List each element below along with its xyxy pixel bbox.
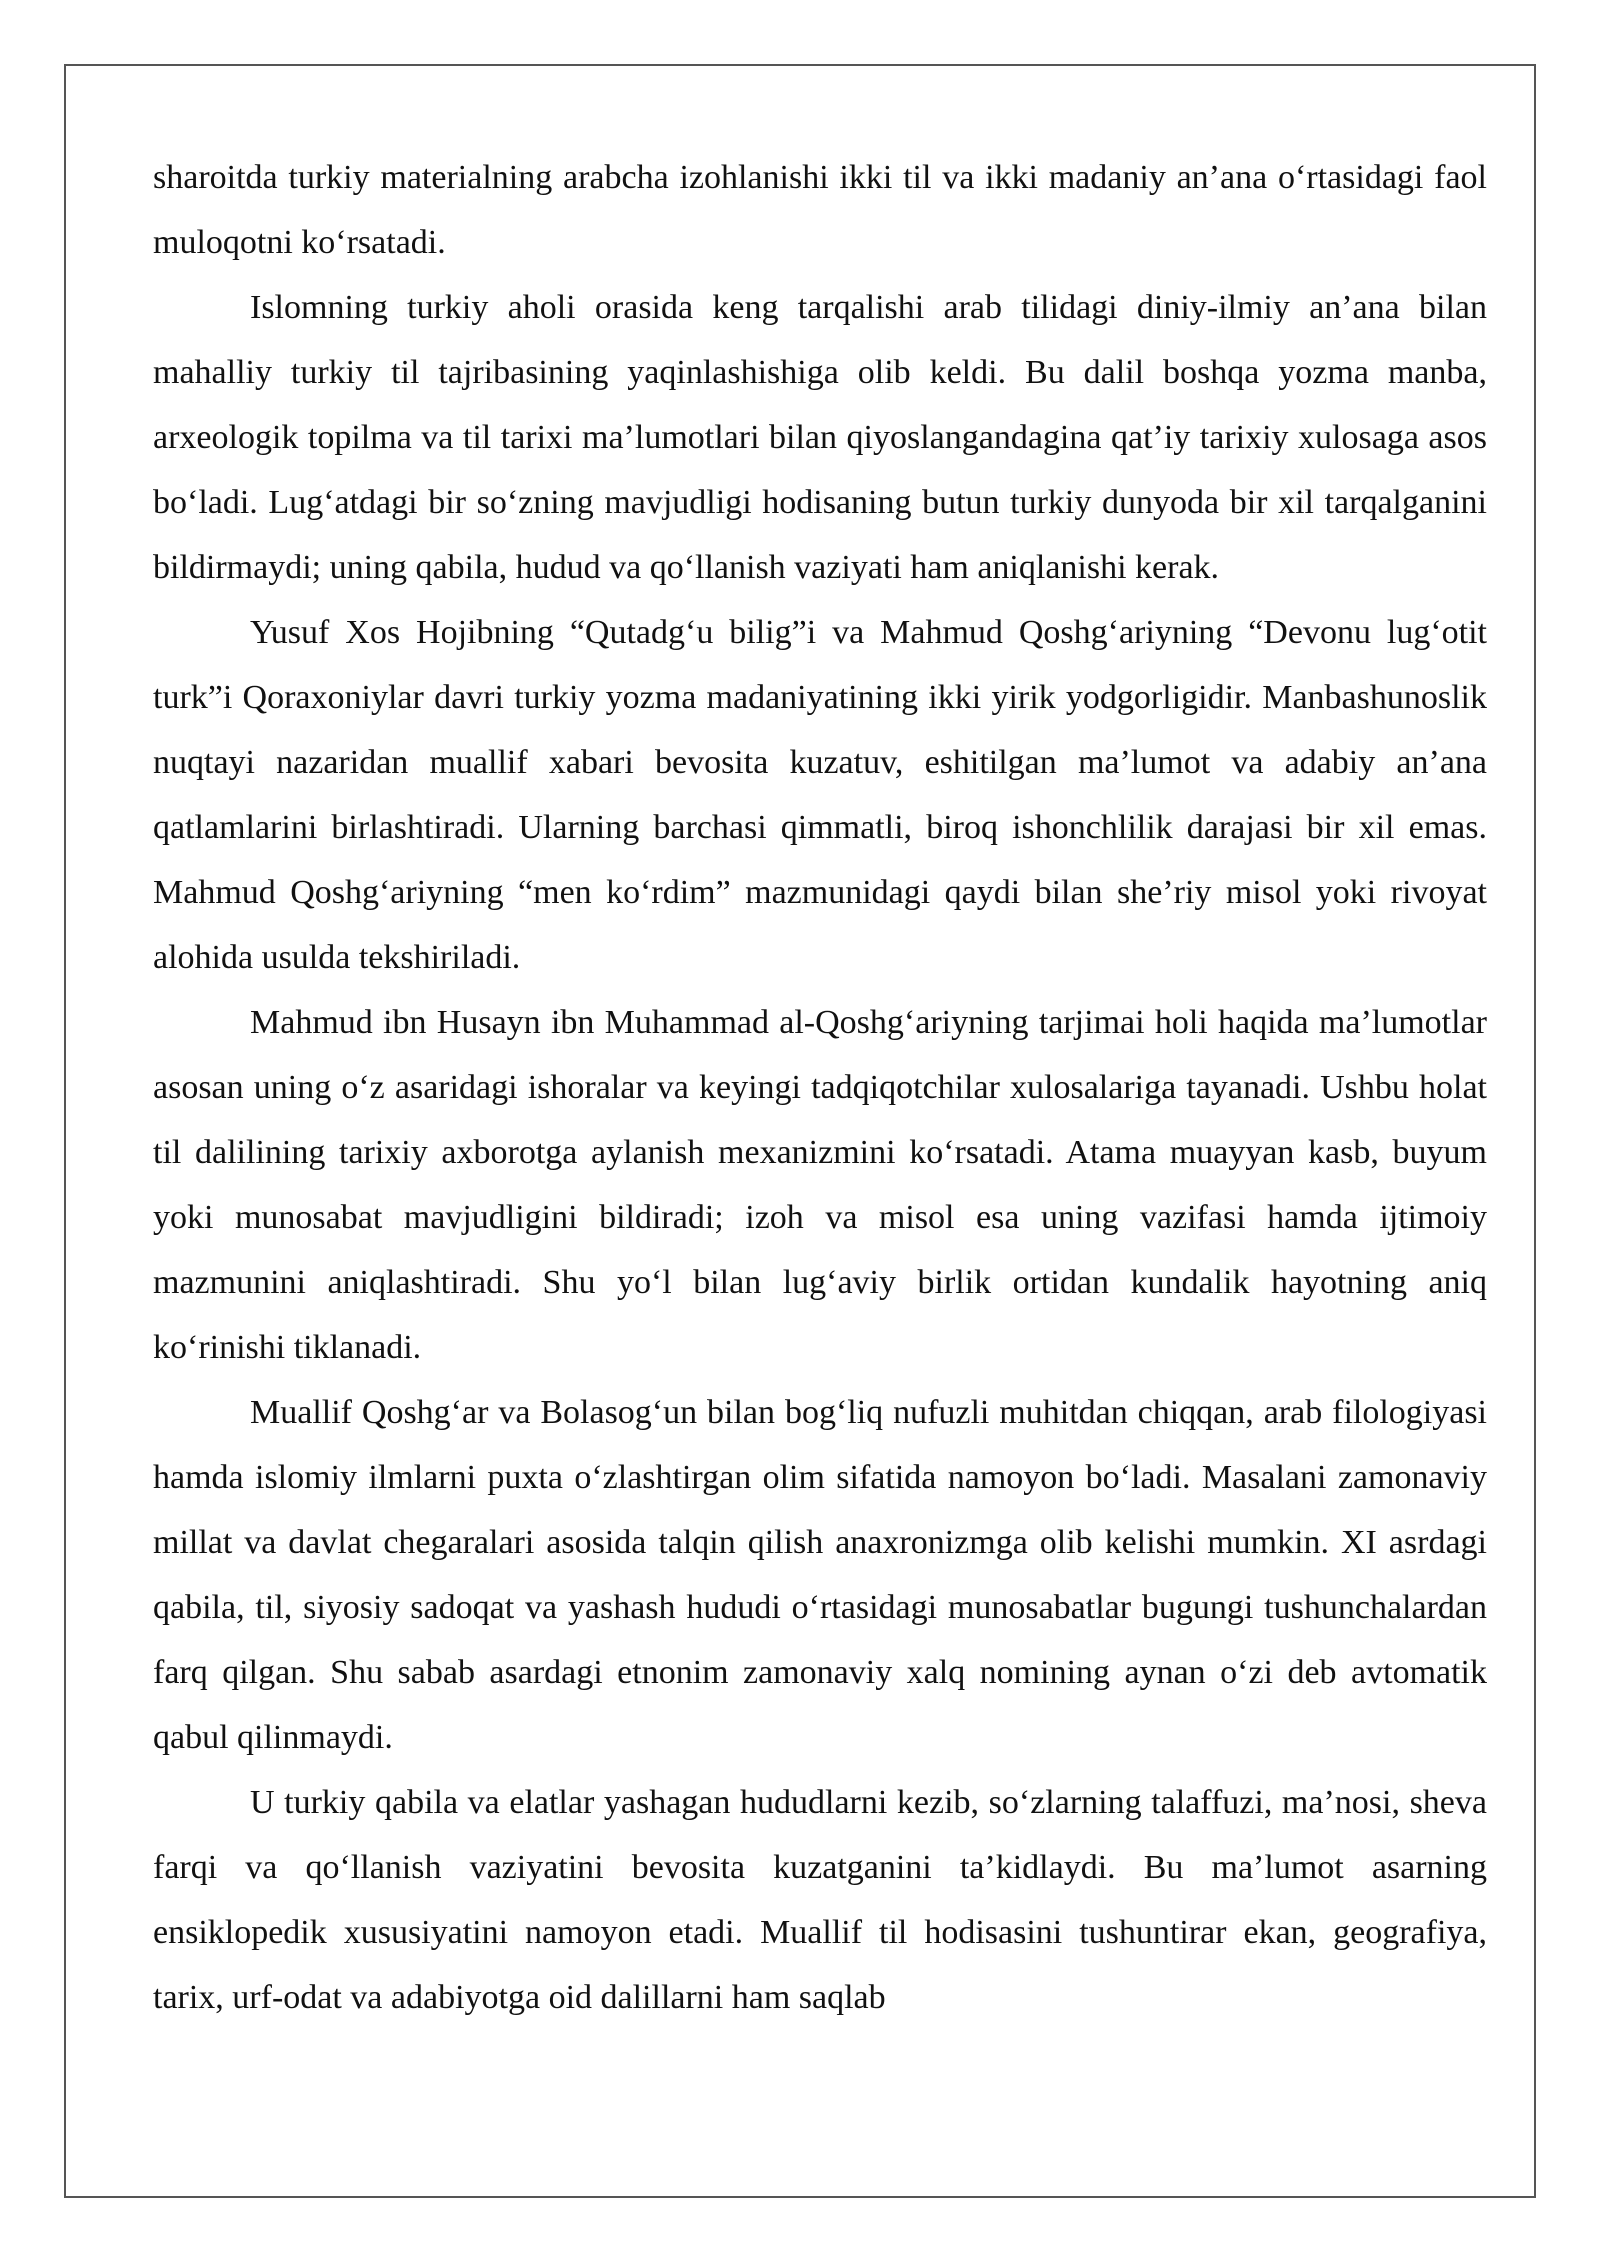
document-body [153, 145, 1487, 2030]
paragraph-biography: Mahmud ibn Husayn ibn Muhammad al-Qoshg‘ariyning tarjimai holi haqida ma’lumotlar asosan uning o‘z asaridagi ishoralar va keyingi tadqiqotchilar xulosalariga tayanadi. Ushbu holat til dalilining tarixiy axborotga aylanish mexanizmini ko‘rsatadi. Atama muayyan kasb, buyum yoki munosabat mavjudligini bildiradi; izoh va misol esa uning vazifasi hamda ijtimoiy mazmunini aniqlashtiradi. Shu yo‘l bilan lug‘aviy birlik ortidan kundalik hayotning aniq ko‘rinishi tiklanadi. [153, 1004, 1487, 1366]
paragraph-author-origin: Muallif Qoshg‘ar va Bolasog‘un bilan bog‘liq nufuzli muhitdan chiqqan, arab filologiyasi hamda islomiy ilmlarni puxta o‘zlashtirgan olim sifatida namoyon bo‘ladi. Masalani zamonaviy millat va davlat chegaralari asosida talqin qilish anaxronizmga olib kelishi mumkin. XI asrdagi qabila, til, siyosiy sadoqat va yashash hududi o‘rtasidagi munosabatlar bugungi tushunchalardan farq qilgan. Shu sabab asardagi etnonim zamonaviy xalq nomining aynan o‘zi deb avtomatik qabul qilinmaydi. [153, 1394, 1487, 1756]
paragraph-qutadgu-bilig: Yusuf Xos Hojibning “Qutadg‘u bilig”i va Mahmud Qoshg‘ariyning “Devonu lug‘otit turk”i Qoraxoniylar davri turkiy yozma madaniyatining ikki yirik yodgorligidir. Manbashunoslik nuqtayi nazaridan muallif xabari bevosita kuzatuv, eshitilgan ma’lumot va adabiy an’ana qatlamlarini birlashtiradi. Ularning barchasi qimmatli, biroq ishonchlilik darajasi bir xil emas. Mahmud Qoshg‘ariyning “men ko‘rdim” mazmunidagi qaydi bilan she’riy misol yoki rivoyat alohida usulda tekshiriladi. [153, 614, 1487, 976]
paragraph-travels: U turkiy qabila va elatlar yashagan hududlarni kezib, so‘zlarning talaffuzi, ma’nosi, sheva farqi va qo‘llanish vaziyatini bevosita kuzatganini ta’kidlaydi. Bu ma’lumot asarning ensiklopedik xususiyatini namoyon etadi. Muallif til hodisasini tushuntirar ekan, geografiya, tarix, urf-odat va adabiyotga oid dalillarni ham saqlab [153, 1784, 1487, 2016]
paragraph-continued: sharoitda turkiy materialning arabcha izohlanishi ikki til va ikki madaniy an’ana o‘rtasidagi faol muloqotni ko‘rsatadi. [153, 159, 1487, 261]
paragraph-islam-spread: Islomning turkiy aholi orasida keng tarqalishi arab tilidagi diniy-ilmiy an’ana bilan mahalliy turkiy til tajribasining yaqinlashishiga olib keldi. Bu dalil boshqa yozma manba, arxeologik topilma va til tarixi ma’lumotlari bilan qiyoslangandagina qat’iy tarixiy xulosaga asos bo‘ladi. Lug‘atdagi bir so‘zning mavjudligi hodisaning butun turkiy dunyoda bir xil tarqalganini bildirmaydi; uning qabila, hudud va qo‘llanish vaziyati ham aniqlanishi kerak. [153, 289, 1487, 586]
